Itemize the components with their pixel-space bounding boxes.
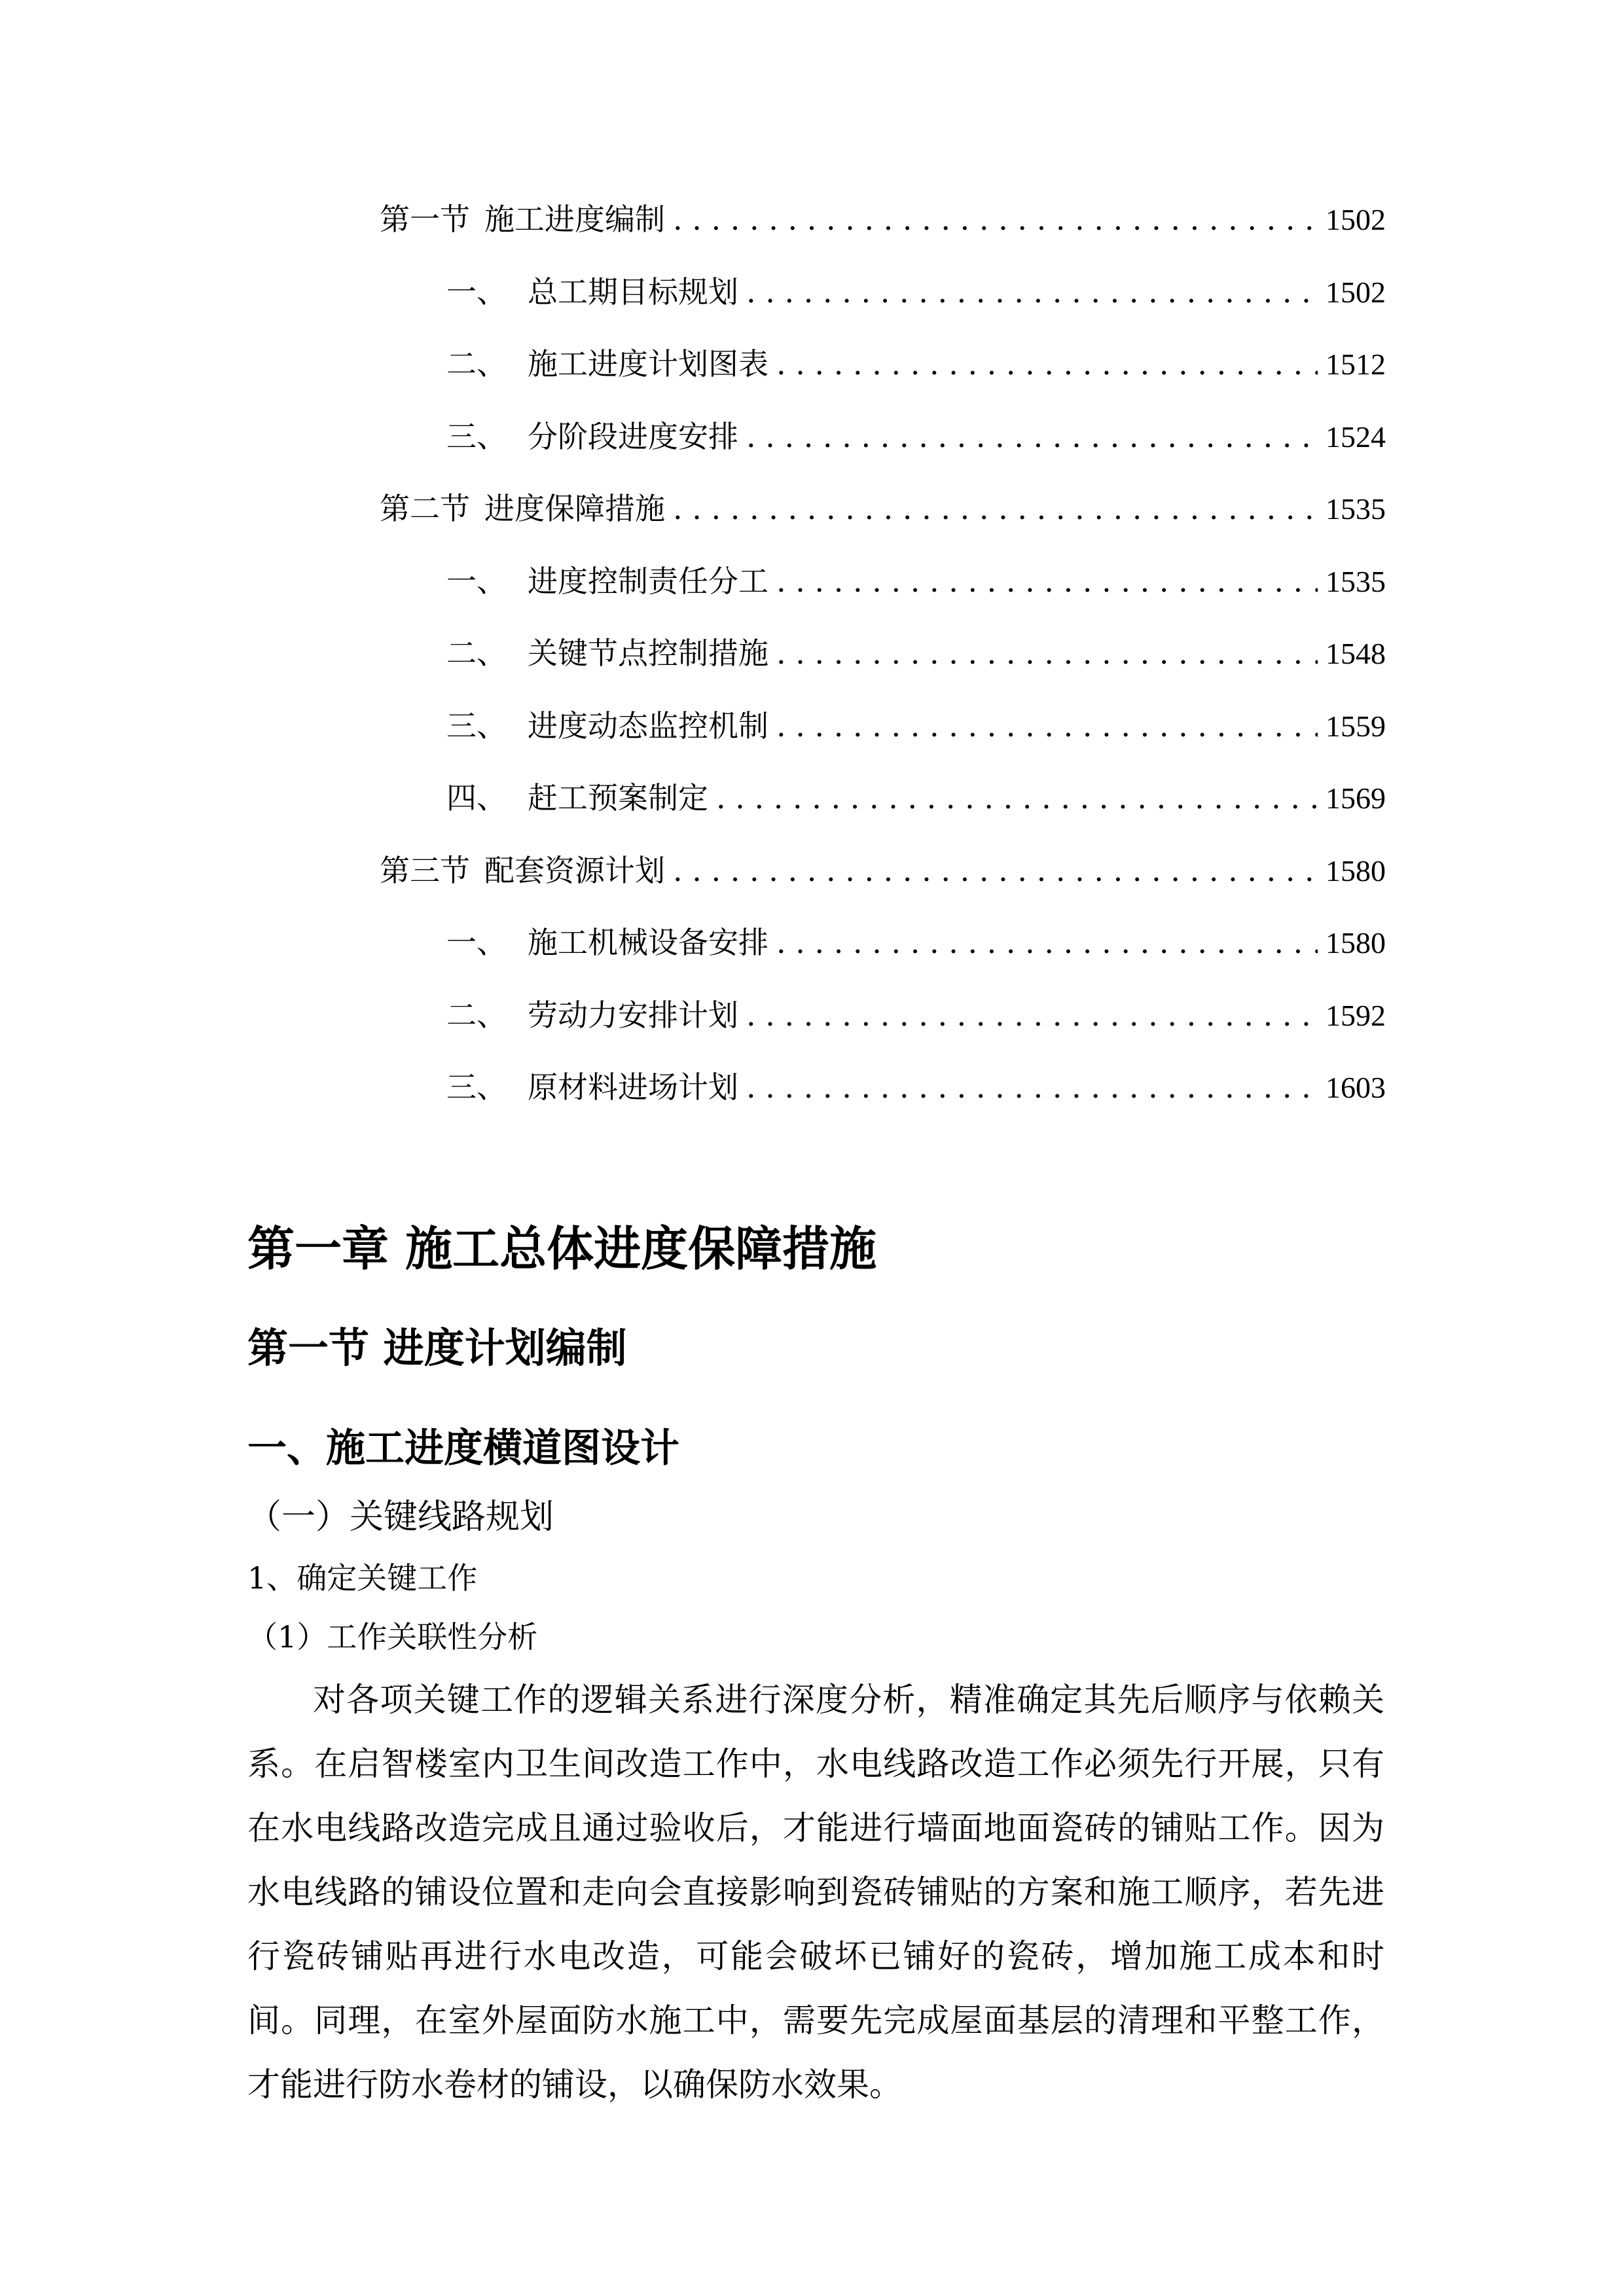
- toc-entry-page: 1512: [1326, 348, 1386, 381]
- toc-entry-page: 1502: [1326, 203, 1386, 236]
- toc-entry-page: 1535: [1326, 564, 1386, 598]
- toc-entry-number: 第二节: [380, 491, 470, 526]
- toc-entry-title: 施工机械设备安排: [528, 925, 768, 960]
- toc-entry-page: 1592: [1326, 998, 1386, 1032]
- toc-entry-page: 1548: [1326, 637, 1386, 670]
- dot-leader: [746, 414, 1318, 459]
- dot-leader: [776, 341, 1318, 387]
- toc-entry-page: 1580: [1326, 853, 1386, 888]
- toc-entry-title: 总工期目标规划: [528, 274, 738, 310]
- toc-entry-number: 三、: [446, 1069, 507, 1105]
- toc-entry[interactable]: [380, 558, 1386, 631]
- toc-entry-title: 施工进度编制: [484, 202, 665, 237]
- toc-entry-title: 施工进度计划图表: [528, 346, 768, 382]
- dot-leader: [746, 1064, 1318, 1110]
- toc-entry-title: 赶工预案制定: [528, 780, 708, 816]
- toc-entry[interactable]: [380, 1064, 1386, 1137]
- toc-entry[interactable]: [380, 630, 1386, 703]
- toc-entry-number: 三、: [446, 708, 507, 744]
- toc-entry-number: 一、: [446, 563, 507, 599]
- dot-leader: [776, 703, 1318, 749]
- dot-leader: [716, 775, 1318, 821]
- toc-entry-title: 关键节点控制措施: [528, 636, 768, 671]
- toc-entry-page: 1603: [1326, 1071, 1386, 1104]
- dot-leader: [776, 920, 1318, 965]
- toc-entry-page: 1535: [1326, 492, 1386, 526]
- section-title: 第一节 进度计划编制: [247, 1324, 627, 1372]
- dot-leader: [746, 269, 1318, 315]
- toc-entry[interactable]: [380, 703, 1386, 776]
- toc-entry-number: 一、: [446, 925, 507, 960]
- toc-entry[interactable]: [380, 341, 1386, 414]
- toc-entry[interactable]: [380, 486, 1386, 558]
- toc-entry-title: 配套资源计划: [484, 852, 665, 888]
- toc-entry[interactable]: [380, 269, 1386, 342]
- toc-entry-number: 一、: [446, 274, 507, 310]
- toc-entry-number: 第三节: [380, 852, 470, 888]
- toc-entry-title: 进度动态监控机制: [528, 708, 768, 744]
- toc-entry-page: 1569: [1326, 781, 1386, 815]
- toc-entry-number: 二、: [446, 636, 507, 671]
- toc-entry-title: 原材料进场计划: [528, 1069, 738, 1105]
- dot-leader: [673, 486, 1318, 531]
- toc-entry-title: 分阶段进度安排: [528, 418, 738, 454]
- item-heading: 1、确定关键工作: [247, 1560, 478, 1596]
- sub-item-heading: （1）工作关联性分析: [247, 1619, 538, 1655]
- toc-entry[interactable]: [380, 775, 1386, 848]
- toc-entry-number: 二、: [446, 997, 507, 1033]
- toc-entry[interactable]: [380, 992, 1386, 1065]
- sub-heading: （一）关键线路规划: [247, 1498, 554, 1537]
- toc-entry-number: 四、: [446, 780, 507, 816]
- toc-entry-page: 1559: [1326, 709, 1386, 743]
- dot-leader: [746, 992, 1318, 1038]
- subsection-title: 一、施工进度横道图设计: [247, 1426, 679, 1471]
- toc-entry[interactable]: [380, 848, 1386, 920]
- toc-entry[interactable]: [380, 196, 1386, 269]
- toc-entry[interactable]: [380, 414, 1386, 486]
- toc-entry-title: 劳动力安排计划: [528, 997, 738, 1033]
- table-of-contents: [380, 196, 1386, 1137]
- toc-entry-page: 1502: [1326, 275, 1386, 309]
- dot-leader: [776, 558, 1318, 604]
- toc-entry-title: 进度控制责任分工: [528, 563, 768, 599]
- toc-entry-number: 三、: [446, 418, 507, 454]
- dot-leader: [673, 196, 1318, 242]
- toc-entry-page: 1580: [1326, 926, 1386, 960]
- toc-entry-page: 1524: [1326, 420, 1386, 454]
- dot-leader: [673, 848, 1318, 893]
- toc-entry-number: 二、: [446, 346, 507, 382]
- toc-entry-number: 第一节: [380, 202, 470, 237]
- toc-entry-title: 进度保障措施: [484, 491, 665, 526]
- body-paragraph: 对各项关键工作的逻辑关系进行深度分析，精准确定其先后顺序与依赖关系。在启智楼室内卫生间改造工作中，水电线路改造工作必须先行开展，只有在水电线路改造完成且通过验收后，才能进行墙面地面瓷砖的铺贴工作。因为水电线路的铺设位置和走向会直接影响到瓷砖铺贴的方案和施工顺序，若先进行瓷砖铺贴再进行水电改造，可能会破坏已铺好的瓷砖，增加施工成本和时间。同理，在室外屋面防水施工中，需要先完成屋面基层的清理和平整工作，才能进行防水卷材的铺设，以确保防水效果。: [247, 1681, 1384, 2104]
- dot-leader: [776, 630, 1318, 676]
- chapter-title: 第一章 施工总体进度保障措施: [247, 1221, 877, 1276]
- toc-entry[interactable]: [380, 920, 1386, 992]
